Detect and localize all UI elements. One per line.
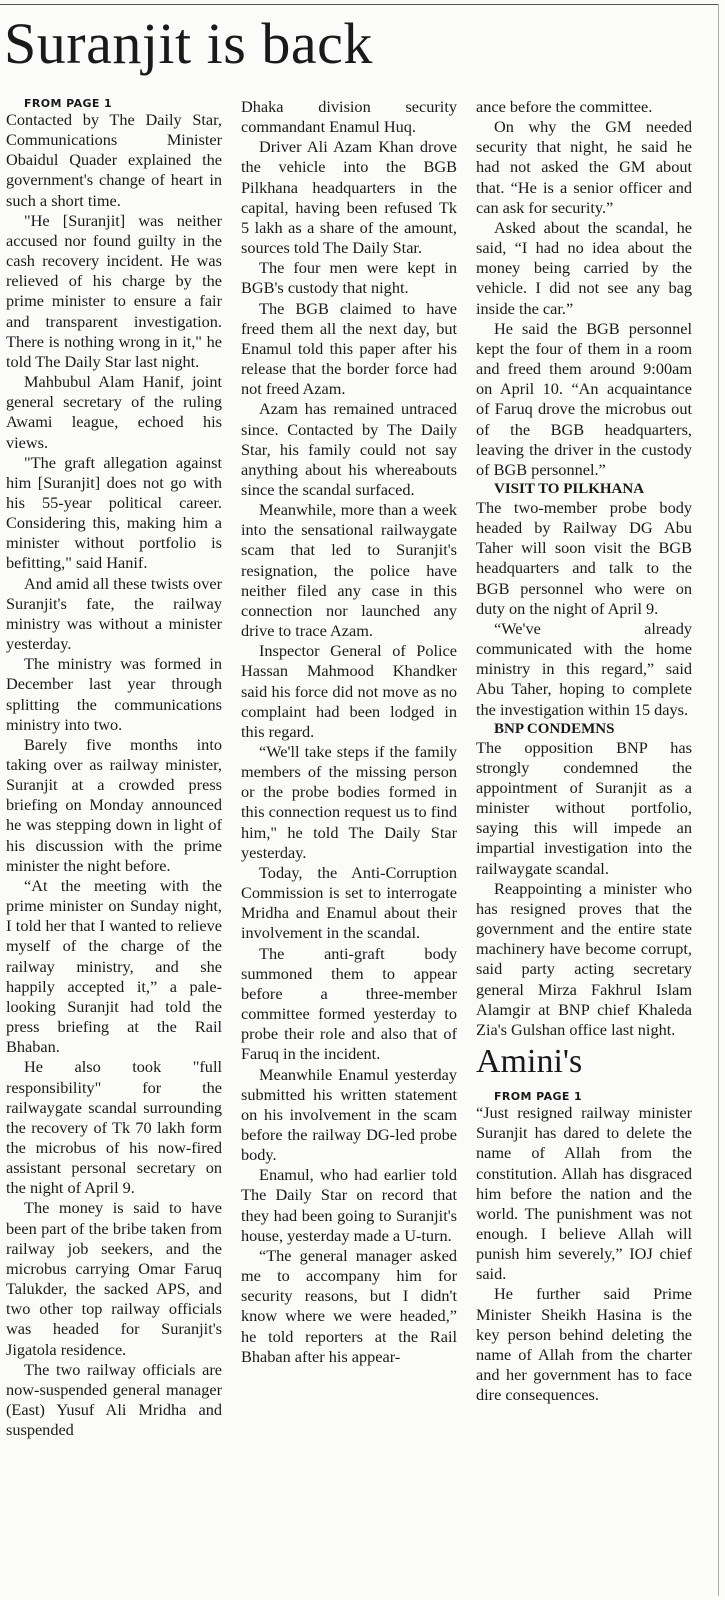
paragraph: "The graft allegation against him [Suranjit] does not go with his 55-year political career. Considering this, making him a minister without portfolio is befitting," said Hanif. — [6, 452, 222, 573]
column-1 — [6, 97, 222, 1600]
paragraph: He also took "full responsibility" for the railwaygate scandal surrounding the recovery of Tk 70 lakh form the microbus of his now-fired assistant personal secretary on the night of April 9. — [6, 1057, 222, 1198]
top-rule — [0, 4, 718, 5]
paragraph: ance before the committee. — [476, 97, 653, 116]
paragraph: On why the GM needed security that night, he said he had not asked the GM about that. “He is a senior officer and can ask for security.” — [476, 117, 692, 217]
paragraph: The ministry was formed in December last year through splitting the communications ministry into two. — [6, 654, 222, 734]
paragraph: Barely five months into taking over as railway minister, Suranjit at a crowded press briefing on Monday announced he was stepping down in light of his discussion with the prime minister the night before. — [6, 734, 222, 875]
paragraph: And amid all these twists over Suranjit's fate, the railway ministry was without a minister yesterday. — [6, 573, 222, 654]
paragraph: The anti-graft body summoned them to appear before a three-member committee formed yesterday to probe their role and also that of Faruq in the incident. — [241, 943, 457, 1064]
paragraph: The two railway officials are now-suspended general manager (East) Yusuf Ali Mridha and suspended — [6, 1359, 222, 1440]
paragraph: The BGB claimed to have freed them all the next day, but Enamul told this paper after his release that the border force had not freed Azam. — [241, 298, 457, 399]
column-2 — [241, 97, 457, 1600]
paragraph: Asked about the scandal, he said, “I had no idea about the money being carried by the vehicle. I did not see any bag inside the car.” — [476, 217, 692, 318]
paragraph: Meanwhile, more than a week into the sensational railwaygate scam that led to Suranjit's resignation, the police have neither filed any case in this connection nor launched any drive to trace Azam. — [241, 500, 457, 641]
paragraph: “At the meeting with the prime minister on Sunday night, I told her that I wanted to relieve myself of the charge of the railway ministry, and she happily accepted it,” a pale-looking Suranjit had told the press briefing at the Rail Bhaban. — [6, 875, 222, 1057]
paragraph: The opposition BNP has strongly condemned the appointment of Suranjit as a minister without portfolio, saying this will impede an impartial investigation into the railwaygate scandal. — [476, 737, 692, 878]
paragraph: “Just resigned railway minister Suranjit has dared to delete the name of Allah from the constitution. Allah has disgraced him before the nation and the world. The punishment was not enough. I believe Allah will punish him severely,” IOJ chief said. — [476, 1103, 692, 1284]
paragraph: He further said Prime Minister Sheikh Hasina is the key person behind deleting the name of Allah from the charter and her government has to face dire consequences. — [476, 1284, 692, 1405]
second-article-headline: Amini's — [476, 1043, 583, 1081]
paragraph: Reappointing a minister who has resigned proves that the government and the entire state machinery have become corrupt, said party acting secretary general Mirza Fakhrul Islam Alamgir at BNP chief Khaleda Zia's Gulshan office last night. — [476, 878, 692, 1039]
subhead-visit-to-pilkhana: VISIT TO PILKHANA — [494, 480, 645, 497]
kicker: FROM PAGE 1 — [24, 97, 113, 110]
paragraph: The two-member probe body headed by Railway DG Abu Taher will soon visit the BGB headquarters and talk to the BGB personnel who were on duty on the night of April 9. — [476, 497, 692, 618]
article-headline: Suranjit is back — [4, 11, 373, 76]
paragraph: Dhaka division security commandant Enamul Huq. — [241, 97, 457, 137]
paragraph: “We'll take steps if the family members of the missing person or the probe bodies formed in this connection request us to find him," he told The Daily Star yesterday. — [241, 742, 457, 862]
page-edge-rule — [718, 4, 719, 1596]
kicker: FROM PAGE 1 — [494, 1090, 583, 1104]
paragraph: Contacted by The Daily Star, Communications Minister Obaidul Quader explained the government's change of heart in such a short time. — [6, 110, 222, 210]
column-3 — [476, 97, 692, 1600]
paragraph: "He [Suranjit] was neither accused nor found guilty in the cash recovery incident. He was relieved of his charge by the prime minister to ensure a fair and transparent investigation. There is nothing wrong in it," he told The Daily Star last night. — [6, 210, 222, 371]
paragraph: Inspector General of Police Hassan Mahmood Khandker said his force did not move as no complaint had been lodged in this regard. — [241, 641, 457, 741]
subhead-bnp-condemns: BNP CONDEMNS — [494, 720, 615, 737]
paragraph: Meanwhile Enamul yesterday submitted his written statement on his involvement in the scam before the railway DG-led probe body. — [241, 1064, 457, 1165]
paragraph: The four men were kept in BGB's custody that night. — [241, 258, 457, 298]
paragraph: Mahbubul Alam Hanif, joint general secretary of the ruling Awami league, echoed his views. — [6, 372, 222, 452]
paragraph: Today, the Anti-Corruption Commission is set to interrogate Mridha and Enamul about their involvement in the scandal. — [241, 862, 457, 943]
paragraph: Driver Ali Azam Khan drove the vehicle into the BGB Pilkhana headquarters in the capital, having been refused Tk 5 lakh as a share of the amount, sources told The Daily Star. — [241, 137, 457, 258]
paragraph: “We've already communicated with the home ministry in this regard,” said Abu Taher, hoping to complete the investigation within 15 days. — [476, 618, 692, 719]
paragraph: He said the BGB personnel kept the four of them in a room and freed them around 9:00am on April 10. “An acquaintance of Faruq drove the microbus out of the BGB headquarters, leaving the driver in the custody of BGB personnel.” — [476, 318, 692, 479]
paragraph: The money is said to have been part of the bribe taken from railway job seekers, and the microbus carrying Omar Faruq Talukder, the sacked APS, and two other top railway officials was headed for Suranjit's Jigatola residence. — [6, 1198, 222, 1359]
paragraph: Enamul, who had earlier told The Daily Star on record that they had been going to Suranjit's house, yesterday made a U-turn. — [241, 1165, 457, 1245]
paragraph: Azam has remained untraced since. Contacted by The Daily Star, his family could not say anything about his whereabouts since the scandal surfaced. — [241, 399, 457, 499]
paragraph: “The general manager asked me to accompany him for security reasons, but I didn't know where we were headed,” he told reporters at the Rail Bhaban after his appear- — [241, 1245, 457, 1366]
